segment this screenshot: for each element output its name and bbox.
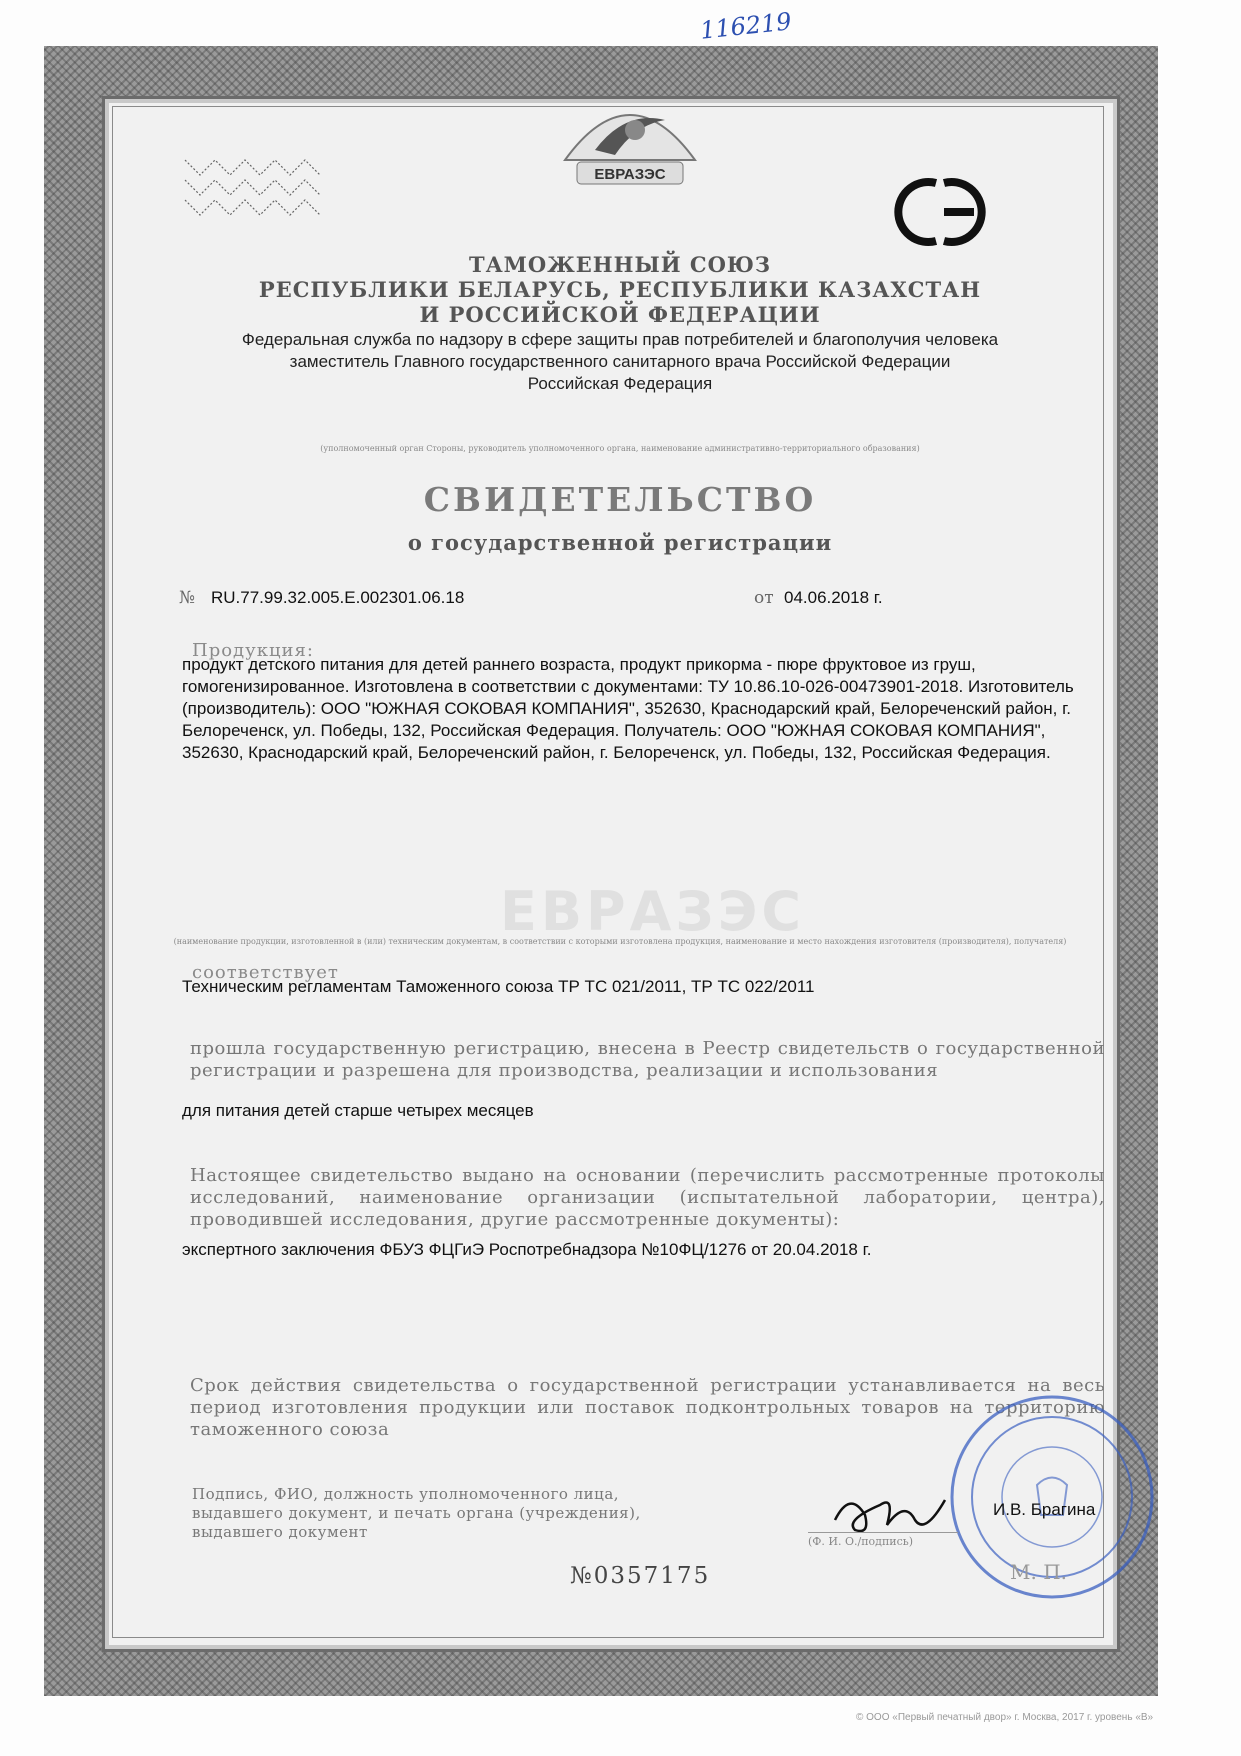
svg-text:ЕВРАЗЭС: ЕВРАЗЭС <box>594 166 666 183</box>
authority-line-1: Федеральная служба по надзору в сфере защиты прав потребителей и благополучия человека <box>241 330 999 349</box>
validity-term: Срок действия свидетельства о государственной регистрации устанавливается на весь период изготовления продукции или поставок подконтрольных товаров на территорию таможенного союза <box>190 1375 1105 1440</box>
fio-caption: (Ф. И. О./подпись) <box>808 1532 958 1548</box>
registration-number: RU.77.99.32.005.E.002301.06.18 <box>211 588 465 607</box>
signature-caption: Подпись, ФИО, должность уполномоченного лица, выдавшего документ, и печать органа (учреждения), выдавшего документ <box>192 1485 641 1541</box>
evrazes-emblem <box>555 80 705 190</box>
corresponds-label: соответствует <box>192 962 339 983</box>
authority-caption: (уполномоченный орган Стороны, руководитель уполномоченного органа, наименование административно-территориального образования) <box>320 444 920 453</box>
product-label: Продукция: <box>192 640 314 661</box>
stamp-place-mark: М. П. <box>1010 1560 1067 1584</box>
product-description: продукт детского питания для детей раннего возраста, продукт прикорма - пюре фруктовое из груш, гомогенизированное. Изготовлена в соответствии с документами: ТУ 10.86.10-026-00473901-2018. Изготовитель (производитель): ООО "ЮЖНАЯ СОКОВАЯ КОМПАНИЯ", 352630, Краснодарский край, Белореченский район, г. Белореченск, ул. Победы, 132, Российская Федерация. Получатель: ООО "ЮЖНАЯ СОКОВАЯ КОМПАНИЯ", 352630, Краснодарский край, Белореченский район, г. Белореченск, ул. Победы, 132, Российская Федерация. <box>182 655 1074 762</box>
document-subtitle: о государственной регистрации <box>407 530 833 555</box>
header-line-3: И РОССИЙСКОЙ ФЕДЕРАЦИИ <box>419 302 821 327</box>
basis-statement: Настоящее свидетельство выдано на основании (перечислить рассмотренные протоколы исследований, наименование организации (испытательной лаборатории, центра), проводившей исследования, другие рассмотренные документы): <box>190 1165 1105 1230</box>
document-title: СВИДЕТЕЛЬСТВО <box>423 480 817 519</box>
security-dots-pattern <box>180 150 330 220</box>
form-number: №0357175 <box>570 1563 711 1589</box>
printer-note: © ООО «Первый печатный двор» г. Москва, 2017 г. уровень «В» <box>856 1712 1154 1723</box>
conformity-mark-icon <box>890 175 990 249</box>
product-caption: (наименование продукции, изготовленной в (или) техническим документам, в соответствии с которыми изготовлена продукция, наименование и место нахождения изготовителя (производителя), получателя) <box>173 937 1067 946</box>
number-sign: № <box>179 588 196 608</box>
handwritten-number: 116219 <box>698 7 793 45</box>
authority-line-2: заместитель Главного государственного санитарного врача Российской Федерации <box>289 352 951 371</box>
signer-name: И.В. Брагина <box>993 1500 1096 1519</box>
header-line-1: ТАМОЖЕННЫЙ СОЮЗ <box>468 252 772 277</box>
usage-text: для питания детей старше четырех месяцев <box>182 1101 534 1120</box>
date-prefix: от <box>754 588 774 608</box>
registration-date: 04.06.2018 г. <box>784 588 883 607</box>
basis-fill: экспертного заключения ФБУЗ ФЦГиЭ Роспотребнадзора №10ФЦ/1276 от 20.04.2018 г. <box>182 1240 872 1259</box>
authority-line-3: Российская Федерация <box>527 374 713 393</box>
registration-statement: прошла государственную регистрацию, внесена в Реестр свидетельств о государственной регистрации и разрешена для производства, реализации и использования <box>190 1038 1105 1081</box>
header-line-2: РЕСПУБЛИКИ БЕЛАРУСЬ, РЕСПУБЛИКИ КАЗАХСТАН <box>258 277 982 302</box>
corresponds-text: Техническим регламентам Таможенного союза ТР ТС 021/2011, ТР ТС 022/2011 <box>182 977 815 996</box>
watermark: ЕВРАЗЭС <box>500 880 806 943</box>
